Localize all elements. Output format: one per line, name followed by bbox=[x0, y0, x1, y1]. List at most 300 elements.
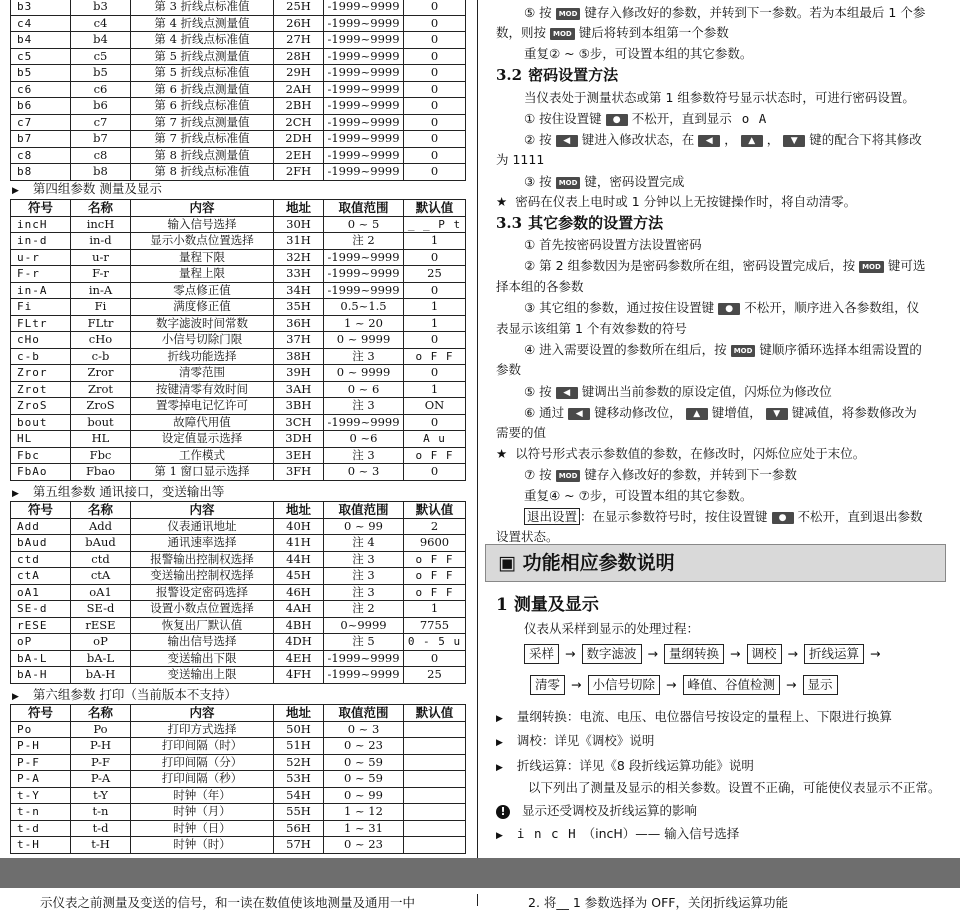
arrow-icon: → bbox=[666, 677, 677, 692]
table-row bbox=[11, 551, 466, 568]
symbol-cell: bA-H bbox=[11, 667, 71, 684]
default-cell: o F F bbox=[404, 348, 466, 365]
symbol-cell: P-F bbox=[11, 754, 71, 771]
column-header: 符号 bbox=[11, 200, 71, 217]
symbol-cell: u-r bbox=[11, 249, 71, 266]
up-key-icon: ▲ bbox=[741, 135, 763, 147]
symbol-cell: P-H bbox=[11, 738, 71, 755]
content-cell: 报警输出控制权选择 bbox=[131, 551, 274, 568]
symbol-cell: b6 bbox=[11, 98, 71, 115]
other-step5: ⑤ 按 ◀ 键调出当前参数的原设定值，闪烁位为修改位 bbox=[524, 384, 832, 399]
name-cell: c4 bbox=[71, 15, 131, 32]
symbol-cell: t-H bbox=[11, 837, 71, 854]
up-key-icon: ▲ bbox=[686, 408, 708, 420]
name-cell: ctA bbox=[71, 568, 131, 585]
content-cell: 第 4 折线点测量值 bbox=[131, 15, 274, 32]
table-row bbox=[11, 114, 466, 131]
default-cell: 0 bbox=[404, 164, 466, 181]
password-step2: ② 按 ◀ 键进入修改状态，在 ◀ ， ▲ ， ▼ 键的配合下将其修改 bbox=[524, 132, 922, 147]
range-cell: -1999~9999 bbox=[324, 249, 404, 266]
table-row bbox=[11, 48, 466, 65]
other-step3-cont: 表显示该组第 1 个有效参数的符号 bbox=[496, 321, 687, 336]
name-cell: ctd bbox=[71, 551, 131, 568]
range-cell: -1999~9999 bbox=[324, 667, 404, 684]
range-cell: -1999~9999 bbox=[324, 164, 404, 181]
address-cell: 56H bbox=[274, 820, 324, 837]
default-cell: 25 bbox=[404, 667, 466, 684]
bullet-calibration: ▶ 调校：详见《调校》说明 bbox=[496, 733, 655, 748]
flow-step: 数字滤波 bbox=[582, 644, 642, 664]
other-step6-cont: 需要的值 bbox=[496, 425, 547, 440]
name-cell: P-H bbox=[71, 738, 131, 755]
content-cell: 仪表通讯地址 bbox=[131, 518, 274, 535]
column-header: 名称 bbox=[71, 502, 131, 519]
column-header: 名称 bbox=[71, 705, 131, 722]
exit-setting-cont: 设置状态。 bbox=[496, 529, 559, 544]
table-row bbox=[11, 332, 466, 349]
right-column bbox=[478, 0, 960, 858]
exit-setting-line: 退出设置 ：在显示参数符号时，按住设置键 ● 不松开，直到退出参数 bbox=[524, 507, 952, 527]
default-cell: 0 bbox=[404, 332, 466, 349]
repeat-line: 重复② ~ ⑤步，可设置本组的其它参数。 bbox=[524, 46, 753, 61]
table-row bbox=[11, 568, 466, 585]
params-note: 以下列出了测量及显示的相关参数。设置不正确，可能使仪表显示不正常。 bbox=[528, 780, 941, 795]
default-cell bbox=[404, 787, 466, 804]
name-cell: HL bbox=[71, 431, 131, 448]
other-step1: ① 首先按密码设置方法设置密码 bbox=[524, 237, 702, 252]
default-cell: 0 bbox=[404, 650, 466, 667]
default-cell: 0 bbox=[404, 114, 466, 131]
name-cell: c-b bbox=[71, 348, 131, 365]
table-row bbox=[11, 837, 466, 854]
content-cell: 输出信号选择 bbox=[131, 634, 274, 651]
table-row bbox=[11, 787, 466, 804]
table-row bbox=[11, 365, 466, 382]
group5-heading: ▶ 第五组参数 通讯接口，变送输出等 bbox=[12, 484, 225, 499]
table-row bbox=[11, 804, 466, 821]
password-step2-cont: 为 1111 bbox=[496, 152, 545, 167]
heading-3-3: 3.3 其它参数的设置方法 bbox=[496, 214, 664, 232]
range-cell: -1999~9999 bbox=[324, 15, 404, 32]
symbol-cell: in-d bbox=[11, 233, 71, 250]
address-cell: 2EH bbox=[274, 147, 324, 164]
default-cell: 0 bbox=[404, 464, 466, 481]
default-cell bbox=[404, 721, 466, 738]
address-cell: 4FH bbox=[274, 667, 324, 684]
content-cell: 第 7 折线点标准值 bbox=[131, 131, 274, 148]
default-cell: 0 bbox=[404, 65, 466, 82]
star-icon: ★ bbox=[496, 446, 508, 461]
table-row bbox=[11, 820, 466, 837]
address-cell: 2BH bbox=[274, 98, 324, 115]
table-row bbox=[11, 634, 466, 651]
next-page-left-text: 示仪表之前测量及变送的信号，和一读在数值使该地测量及通用一中 bbox=[40, 895, 416, 910]
default-cell: 0 bbox=[404, 15, 466, 32]
warning-icon: ! bbox=[496, 805, 510, 819]
flow-step: 调校 bbox=[747, 644, 782, 664]
table-row bbox=[11, 164, 466, 181]
star-note-2: ★ 以符号形式表示参数值的参数，在修改时，闪烁位应处于末位。 bbox=[496, 446, 866, 461]
set-key-icon: ● bbox=[718, 303, 740, 315]
symbol-cell: Add bbox=[11, 518, 71, 535]
content-cell: 恢复出厂默认值 bbox=[131, 617, 274, 634]
name-cell: bout bbox=[71, 414, 131, 431]
column-header: 地址 bbox=[274, 200, 324, 217]
left-key-icon: ◀ bbox=[556, 135, 578, 147]
flow-row-2 bbox=[530, 675, 838, 695]
address-cell: 37H bbox=[274, 332, 324, 349]
content-cell: 打印间隔（分） bbox=[131, 754, 274, 771]
default-cell: _ _ P t bbox=[404, 216, 466, 233]
symbol-cell: b8 bbox=[11, 164, 71, 181]
name-cell: cHo bbox=[71, 332, 131, 349]
name-cell: Add bbox=[71, 518, 131, 535]
password-step1: ① 按住设置键 ● 不松开，直到显示 o A bbox=[524, 111, 768, 126]
address-cell: 35H bbox=[274, 299, 324, 316]
range-cell: 注 3 bbox=[324, 551, 404, 568]
content-cell: 第 6 折线点测量值 bbox=[131, 81, 274, 98]
default-cell: A u bbox=[404, 431, 466, 448]
range-cell: -1999~9999 bbox=[324, 32, 404, 49]
content-cell: 量程上限 bbox=[131, 266, 274, 283]
content-cell: 按键清零有效时间 bbox=[131, 381, 274, 398]
default-cell: 1 bbox=[404, 601, 466, 618]
range-cell: 0 ~ 99 bbox=[324, 518, 404, 535]
table-row bbox=[11, 348, 466, 365]
range-cell: -1999~9999 bbox=[324, 147, 404, 164]
table-row bbox=[11, 81, 466, 98]
symbol-cell: c6 bbox=[11, 81, 71, 98]
param-table-group5 bbox=[10, 501, 466, 684]
table-row bbox=[11, 518, 466, 535]
flow-step: 小信号切除 bbox=[588, 675, 661, 695]
name-cell: t-H bbox=[71, 837, 131, 854]
default-cell: 0 bbox=[404, 48, 466, 65]
group6-heading: ▶ 第六组参数 打印（当前版本不支持） bbox=[12, 687, 237, 702]
content-cell: 第 5 折线点标准值 bbox=[131, 65, 274, 82]
default-cell bbox=[404, 820, 466, 837]
name-cell: b4 bbox=[71, 32, 131, 49]
symbol-cell: b4 bbox=[11, 32, 71, 49]
content-cell: 设定值显示选择 bbox=[131, 431, 274, 448]
content-cell: 数字滤波时间常数 bbox=[131, 315, 274, 332]
symbol-cell: ctd bbox=[11, 551, 71, 568]
table-header bbox=[11, 200, 466, 217]
step5-line1: ⑤ 按 MOD 键存入修改好的参数，并转到下一参数。若为本组最后 1 个参 bbox=[524, 5, 926, 20]
default-cell: o F F bbox=[404, 568, 466, 585]
range-cell: -1999~9999 bbox=[324, 266, 404, 283]
flow-step: 采样 bbox=[524, 644, 559, 664]
other-step6: ⑥ 通过 ◀ 键移动修改位， ▲ 键增值， ▼ 键减值，将参数修改为 bbox=[524, 405, 917, 420]
incH-symbol: i n c H bbox=[516, 826, 577, 841]
symbol-cell: bout bbox=[11, 414, 71, 431]
table-row bbox=[11, 266, 466, 283]
flow-row-1 bbox=[524, 644, 887, 664]
symbol-cell: FbAo bbox=[11, 464, 71, 481]
name-cell: Zror bbox=[71, 365, 131, 382]
symbol-cell: b5 bbox=[11, 65, 71, 82]
symbol-cell: Fi bbox=[11, 299, 71, 316]
symbol-cell: t-n bbox=[11, 804, 71, 821]
table-row bbox=[11, 601, 466, 618]
table-row bbox=[11, 650, 466, 667]
address-cell: 2DH bbox=[274, 131, 324, 148]
address-cell: 38H bbox=[274, 348, 324, 365]
content-cell: 故障代用值 bbox=[131, 414, 274, 431]
param-table-group6 bbox=[10, 704, 466, 854]
table-row bbox=[11, 667, 466, 684]
address-cell: 2FH bbox=[274, 164, 324, 181]
address-cell: 2CH bbox=[274, 114, 324, 131]
content-cell: 打印间隔（秒） bbox=[131, 771, 274, 788]
default-cell: 0 bbox=[404, 414, 466, 431]
left-column bbox=[0, 0, 478, 858]
content-cell: 报警设定密码选择 bbox=[131, 584, 274, 601]
content-cell: 第 8 折线点标准值 bbox=[131, 164, 274, 181]
column-header: 取值范围 bbox=[324, 705, 404, 722]
symbol-cell: Zrot bbox=[11, 381, 71, 398]
other-step4: ④ 进入需要设置的参数所在组后，按 MOD 键顺序循环选择本组需设置的 bbox=[524, 342, 922, 357]
content-cell: 变送输出控制权选择 bbox=[131, 568, 274, 585]
table-row bbox=[11, 535, 466, 552]
default-cell bbox=[404, 771, 466, 788]
heading-3-2: 3.2 密码设置方法 bbox=[496, 66, 619, 84]
address-cell: 32H bbox=[274, 249, 324, 266]
symbol-cell: oP bbox=[11, 634, 71, 651]
set-key-icon: ● bbox=[606, 114, 628, 126]
address-cell: 2AH bbox=[274, 81, 324, 98]
default-cell: 0 bbox=[404, 365, 466, 382]
table-row bbox=[11, 98, 466, 115]
page-break-band bbox=[0, 858, 960, 888]
table-row bbox=[11, 233, 466, 250]
address-cell: 28H bbox=[274, 48, 324, 65]
left-key-icon: ◀ bbox=[698, 135, 720, 147]
name-cell: b6 bbox=[71, 98, 131, 115]
symbol-cell: b3 bbox=[11, 0, 71, 15]
table-row bbox=[11, 65, 466, 82]
column-header: 默认值 bbox=[404, 705, 466, 722]
range-cell: 注 3 bbox=[324, 447, 404, 464]
name-cell: Zrot bbox=[71, 381, 131, 398]
address-cell: 40H bbox=[274, 518, 324, 535]
mod-key-icon: MOD bbox=[731, 345, 756, 357]
range-cell: 0 ~ 99 bbox=[324, 787, 404, 804]
address-cell: 41H bbox=[274, 535, 324, 552]
name-cell: Fbc bbox=[71, 447, 131, 464]
mod-key-icon: MOD bbox=[550, 28, 575, 40]
content-cell: 量程下限 bbox=[131, 249, 274, 266]
name-cell: t-Y bbox=[71, 787, 131, 804]
content-cell: 小信号切除门限 bbox=[131, 332, 274, 349]
content-cell: 第 7 折线点测量值 bbox=[131, 114, 274, 131]
address-cell: 4DH bbox=[274, 634, 324, 651]
param-table-group4 bbox=[10, 199, 466, 481]
mod-key-icon: MOD bbox=[556, 470, 581, 482]
table-row bbox=[11, 398, 466, 415]
default-cell: ON bbox=[404, 398, 466, 415]
column-header: 取值范围 bbox=[324, 502, 404, 519]
flow-intro: 仪表从采样到显示的处理过程： bbox=[524, 621, 700, 636]
range-cell: 注 2 bbox=[324, 601, 404, 618]
down-key-icon: ▼ bbox=[766, 408, 788, 420]
name-cell: P-F bbox=[71, 754, 131, 771]
symbol-cell: F-r bbox=[11, 266, 71, 283]
address-cell: 3DH bbox=[274, 431, 324, 448]
address-cell: 3AH bbox=[274, 381, 324, 398]
content-cell: 第 8 折线点测量值 bbox=[131, 147, 274, 164]
address-cell: 44H bbox=[274, 551, 324, 568]
address-cell: 51H bbox=[274, 738, 324, 755]
address-cell: 46H bbox=[274, 584, 324, 601]
column-header: 默认值 bbox=[404, 200, 466, 217]
symbol-cell: rESE bbox=[11, 617, 71, 634]
default-cell bbox=[404, 837, 466, 854]
set-key-icon: ● bbox=[772, 512, 794, 524]
table-row bbox=[11, 431, 466, 448]
name-cell: P-A bbox=[71, 771, 131, 788]
default-cell: 0 - 5 u bbox=[404, 634, 466, 651]
content-cell: 打印方式选择 bbox=[131, 721, 274, 738]
symbol-cell: b7 bbox=[11, 131, 71, 148]
range-cell: 1 ~ 31 bbox=[324, 820, 404, 837]
name-cell: incH bbox=[71, 216, 131, 233]
column-header: 地址 bbox=[274, 705, 324, 722]
other-step7: ⑦ 按 MOD 键存入修改好的参数，并转到下一参数 bbox=[524, 467, 797, 482]
range-cell: 0~9999 bbox=[324, 617, 404, 634]
table-row bbox=[11, 131, 466, 148]
section-banner: ▣ 功能相应参数说明 bbox=[485, 544, 946, 582]
default-cell: 0 bbox=[404, 147, 466, 164]
password-step3: ③ 按 MOD 键，密码设置完成 bbox=[524, 174, 685, 189]
range-cell: 0 ~6 bbox=[324, 431, 404, 448]
bullet-polyline: ▶ 折线运算：详见《8 段折线运算功能》说明 bbox=[496, 758, 754, 773]
table-row bbox=[11, 754, 466, 771]
address-cell: 57H bbox=[274, 837, 324, 854]
column-divider-bottom bbox=[477, 894, 478, 906]
default-cell: 1 bbox=[404, 233, 466, 250]
range-cell: 0 ~ 5 bbox=[324, 216, 404, 233]
range-cell: -1999~9999 bbox=[324, 650, 404, 667]
range-cell: 0 ~ 23 bbox=[324, 738, 404, 755]
column-header: 内容 bbox=[131, 705, 274, 722]
table-row bbox=[11, 0, 466, 15]
name-cell: FLtr bbox=[71, 315, 131, 332]
arrow-icon: → bbox=[870, 646, 881, 661]
address-cell: 4AH bbox=[274, 601, 324, 618]
content-cell: 通讯速率选择 bbox=[131, 535, 274, 552]
password-intro: 当仪表处于测量状态或第 1 组参数符号显示状态时，可进行密码设置。 bbox=[524, 90, 915, 105]
symbol-cell: in-A bbox=[11, 282, 71, 299]
default-cell: 0 bbox=[404, 32, 466, 49]
arrow-icon: → bbox=[787, 646, 798, 661]
default-cell: 9600 bbox=[404, 535, 466, 552]
column-header: 取值范围 bbox=[324, 200, 404, 217]
symbol-cell: FLtr bbox=[11, 315, 71, 332]
other-step2: ② 第 2 组参数因为是密码参数所在组，密码设置完成后，按 MOD 键可选 bbox=[524, 258, 926, 273]
star-icon: ★ bbox=[496, 194, 508, 209]
name-cell: oA1 bbox=[71, 584, 131, 601]
range-cell: 0 ~ 6 bbox=[324, 381, 404, 398]
symbol-cell: t-d bbox=[11, 820, 71, 837]
name-cell: ZroS bbox=[71, 398, 131, 415]
warning-line: ! 显示还受调校及折线运算的影响 bbox=[496, 801, 697, 819]
name-cell: t-n bbox=[71, 804, 131, 821]
default-cell: 0 bbox=[404, 0, 466, 15]
content-cell: 时钟（时） bbox=[131, 837, 274, 854]
symbol-cell: oA1 bbox=[11, 584, 71, 601]
address-cell: 4BH bbox=[274, 617, 324, 634]
name-cell: bAud bbox=[71, 535, 131, 552]
arrow-icon: → bbox=[730, 646, 741, 661]
table-row bbox=[11, 282, 466, 299]
arrow-icon: → bbox=[786, 677, 797, 692]
address-cell: 54H bbox=[274, 787, 324, 804]
table-row bbox=[11, 249, 466, 266]
bullet-dimension: ▶ 量纲转换：电流、电压、电位器信号按设定的量程上、下限进行换算 bbox=[496, 709, 892, 724]
default-cell bbox=[404, 804, 466, 821]
group4-heading: ▶ 第四组参数 测量及显示 bbox=[12, 181, 162, 196]
address-cell: 30H bbox=[274, 216, 324, 233]
symbol-cell: Fbc bbox=[11, 447, 71, 464]
address-cell: 45H bbox=[274, 568, 324, 585]
name-cell: u-r bbox=[71, 249, 131, 266]
content-cell: 折线功能选择 bbox=[131, 348, 274, 365]
table-row bbox=[11, 381, 466, 398]
column-header: 默认值 bbox=[404, 502, 466, 519]
name-cell: c7 bbox=[71, 114, 131, 131]
symbol-cell: c5 bbox=[11, 48, 71, 65]
address-cell: 52H bbox=[274, 754, 324, 771]
range-cell: -1999~9999 bbox=[324, 131, 404, 148]
name-cell: b8 bbox=[71, 164, 131, 181]
flow-step: 显示 bbox=[803, 675, 838, 695]
default-cell: 0 bbox=[404, 131, 466, 148]
symbol-cell: HL bbox=[11, 431, 71, 448]
default-cell: 7755 bbox=[404, 617, 466, 634]
range-cell: 0.5~1.5 bbox=[324, 299, 404, 316]
flow-step: 清零 bbox=[530, 675, 565, 695]
range-cell: 注 4 bbox=[324, 535, 404, 552]
content-cell: 时钟（日） bbox=[131, 820, 274, 837]
content-cell: 时钟（年） bbox=[131, 787, 274, 804]
name-cell: bA-L bbox=[71, 650, 131, 667]
name-cell: SE-d bbox=[71, 601, 131, 618]
name-cell: b3 bbox=[71, 0, 131, 15]
range-cell: -1999~9999 bbox=[324, 414, 404, 431]
name-cell: F-r bbox=[71, 266, 131, 283]
flow-step: 峰值、谷值检测 bbox=[683, 675, 781, 695]
column-header: 符号 bbox=[11, 705, 71, 722]
range-cell: 注 3 bbox=[324, 568, 404, 585]
range-cell: 注 3 bbox=[324, 398, 404, 415]
star-note-1: ★ 密码在仪表上电时或 1 分钟以上无按键操作时，将自动清零。 bbox=[496, 194, 857, 209]
table-row bbox=[11, 721, 466, 738]
symbol-cell: SE-d bbox=[11, 601, 71, 618]
param-table-group3 bbox=[10, 0, 466, 181]
default-cell bbox=[404, 738, 466, 755]
table-row bbox=[11, 771, 466, 788]
default-cell: 2 bbox=[404, 518, 466, 535]
symbol-cell: P-A bbox=[11, 771, 71, 788]
content-cell: 工作模式 bbox=[131, 447, 274, 464]
range-cell: -1999~9999 bbox=[324, 114, 404, 131]
arrow-icon: → bbox=[647, 646, 658, 661]
range-cell: 0 ~ 59 bbox=[324, 754, 404, 771]
symbol-cell: t-Y bbox=[11, 787, 71, 804]
address-cell: 27H bbox=[274, 32, 324, 49]
default-cell: 1 bbox=[404, 315, 466, 332]
